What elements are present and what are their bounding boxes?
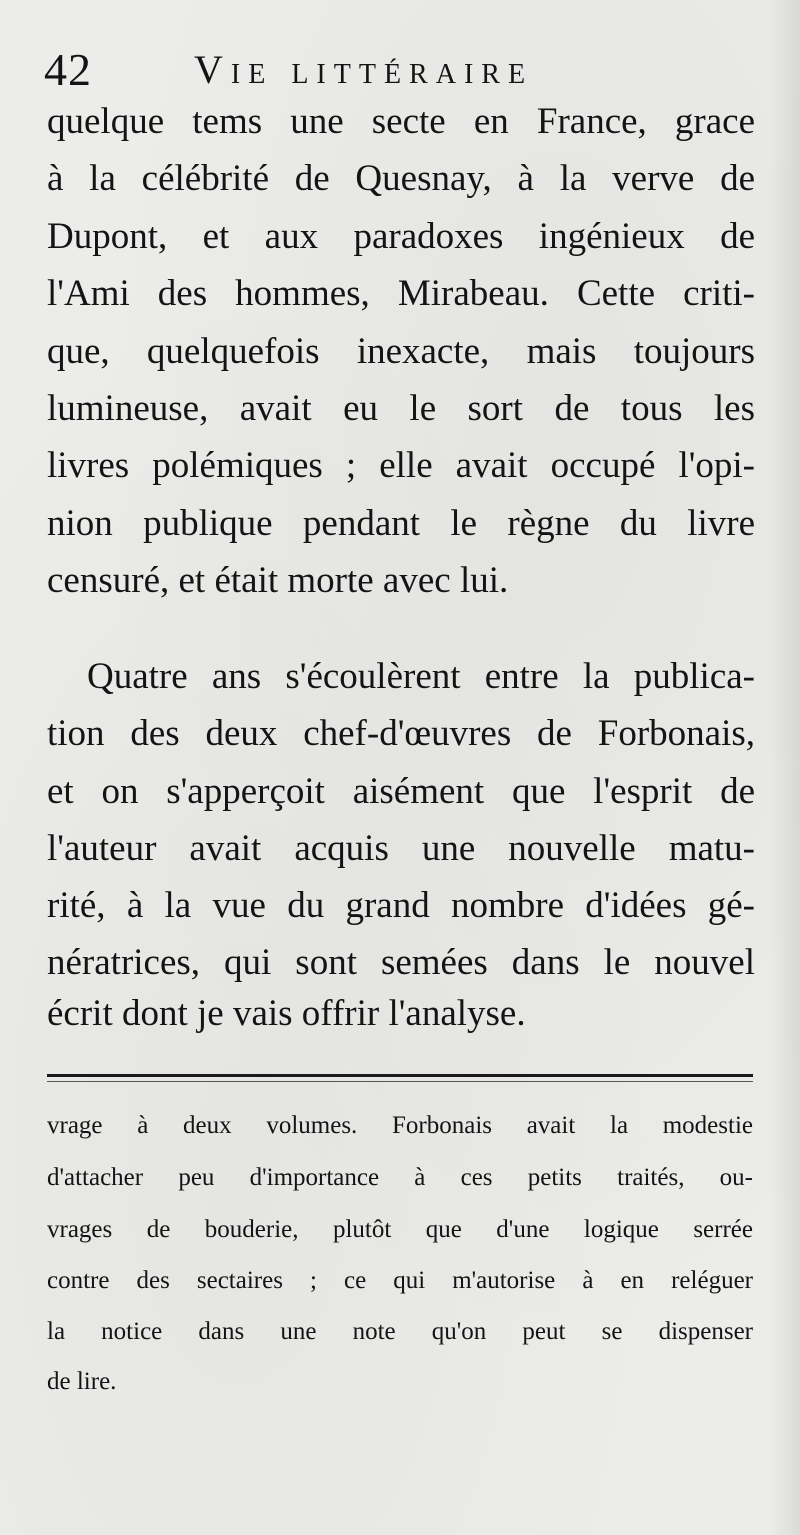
- text-line: que, quelquefois inexacte, mais toujours: [47, 331, 755, 372]
- text-line: Quatre ans s'écoulèrent entre la publica-: [87, 656, 755, 697]
- text-line: et on s'apperçoit aisément que l'esprit de: [47, 771, 755, 812]
- footnote-line: de lire.: [47, 1368, 117, 1395]
- text-line: nératrices, qui sont semées dans le nouvel: [47, 942, 755, 983]
- footnote-line: vrage à deux volumes. Forbonais avait la modestie: [47, 1112, 753, 1139]
- text-line: rité, à la vue du grand nombre d'idées gé-: [47, 885, 755, 926]
- running-head: [44, 40, 764, 100]
- footnote-line: contre des sectaires ; ce qui m'autorise à en reléguer: [47, 1267, 753, 1294]
- footnote-line: vrages de bouderie, plutôt que d'une logique serrée: [47, 1216, 753, 1243]
- text-line: nion publique pendant le règne du livre: [47, 503, 755, 544]
- text-line: livres polémiques ; elle avait occupé l'opi-: [47, 445, 755, 486]
- text-line: écrit dont je vais offrir l'analyse.: [47, 993, 526, 1034]
- text-line: quelque tems une secte en France, grace: [47, 101, 755, 142]
- footnote-rule-thin: [47, 1081, 753, 1082]
- page-number: 42: [44, 44, 92, 95]
- footnote-line: la notice dans une note qu'on peut se dispenser: [47, 1318, 753, 1345]
- text-line: l'auteur avait acquis une nouvelle matu-: [47, 828, 755, 869]
- running-title: Vie littéraire: [194, 47, 534, 92]
- page-edge-shadow: [770, 0, 800, 1535]
- text-line: tion des deux chef-d'œuvres de Forbonais,: [47, 713, 755, 754]
- text-line: l'Ami des hommes, Mirabeau. Cette criti-: [47, 273, 755, 314]
- text-line: à la célébrité de Quesnay, à la verve de: [47, 158, 755, 199]
- text-line: Dupont, et aux paradoxes ingénieux de: [47, 216, 755, 257]
- text-line: censuré, et était morte avec lui.: [47, 560, 509, 601]
- footnote-rule: [47, 1074, 753, 1077]
- footnote-line: d'attacher peu d'importance à ces petits traités, ou-: [47, 1164, 753, 1191]
- text-line: lumineuse, avait eu le sort de tous les: [47, 388, 755, 429]
